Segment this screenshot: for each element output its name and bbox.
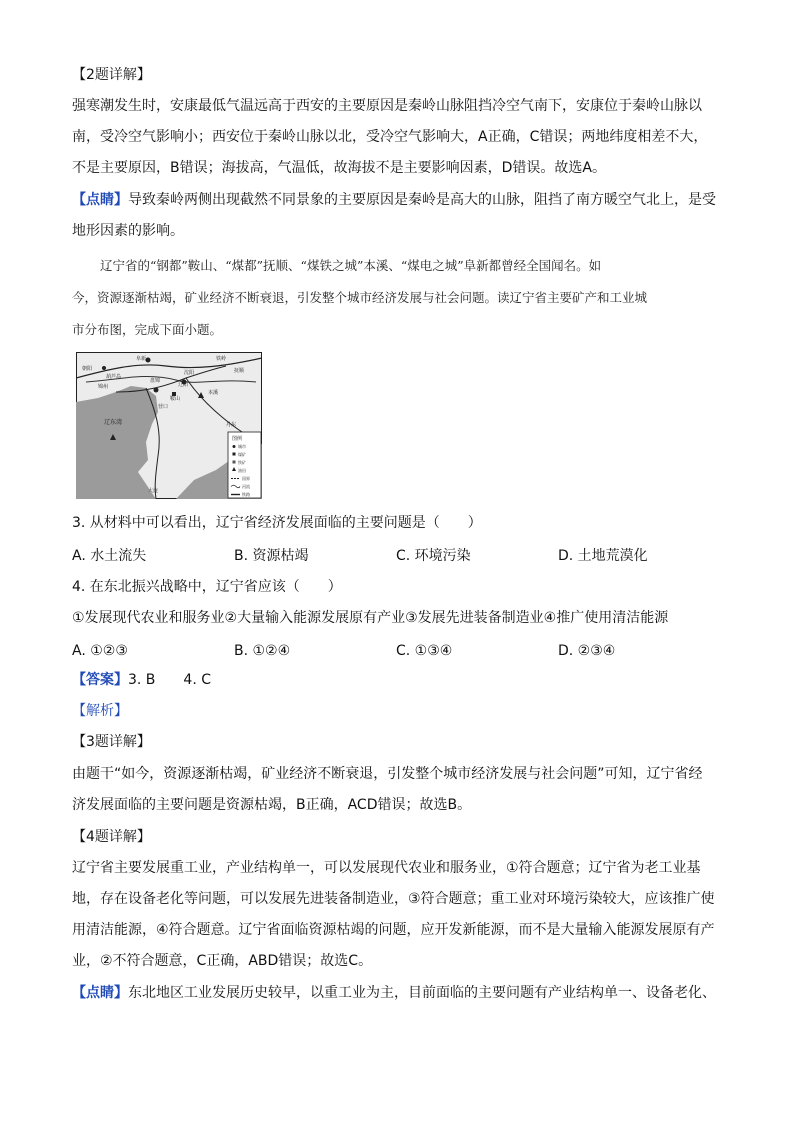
final-tip-label: 【点睛】	[72, 985, 128, 1001]
q2-tip-line-1	[72, 185, 722, 216]
map-city-label: 锦州	[98, 384, 109, 390]
q4-detail-heading: 【4题详解】	[72, 829, 151, 845]
q2-line-1: 强寒潮发生时，安康最低气温远高于西安的主要原因是秦岭山脉阻挡冷空气南下，安康位于秦岭山脉以	[72, 98, 702, 114]
legend-item: 城市	[238, 444, 246, 449]
city-marker	[154, 388, 159, 393]
q4-option-b[interactable]: B. ①②④	[234, 643, 291, 659]
q3-option-d[interactable]: D. 土地荒漠化	[558, 548, 648, 564]
map-city-label: 葫芦岛	[106, 374, 122, 380]
legend-city-symbol	[233, 445, 236, 448]
legend-item: 国界	[242, 476, 250, 481]
material-line-1: 辽宁省的“钢都”鞍山、“煤都”抚顺、“煤铁之城”本溪、“煤电之城”阜新都曾经全国闻名。如	[100, 258, 602, 273]
map-city-label: 沈阳	[184, 370, 195, 376]
legend-item: 铁路	[242, 492, 250, 497]
q3-option-c[interactable]: C. 环境污染	[396, 548, 471, 564]
answer-label: 【答案】	[72, 672, 128, 688]
q3-stem: 3. 从材料中可以看出，辽宁省经济发展面临的主要问题是（ ）	[72, 515, 482, 531]
city-marker	[146, 358, 151, 363]
legend-coal-symbol	[233, 453, 236, 456]
map-city-label: 大连	[148, 488, 159, 494]
answer-text: 3. B 4. C	[128, 672, 211, 688]
map-city-label: 辽阳	[178, 382, 189, 388]
q4-detail-line-4: 业，②不符合题意，C正确，ABD错误；故选C。	[72, 953, 373, 969]
liaoning-map	[76, 352, 262, 499]
map-city-label: 鞍山	[170, 396, 181, 402]
legend-iron-symbol	[233, 461, 236, 464]
q4-detail-line-1: 辽宁省主要发展重工业，产业结构单一，可以发展现代农业和服务业，①符合题意；辽宁省为老工业基	[72, 860, 701, 876]
map-city-label: 营口	[158, 404, 169, 410]
city-marker	[102, 366, 106, 370]
map-city-label: 盘锦	[150, 378, 161, 384]
q2-heading: 【2题详解】	[72, 67, 151, 83]
q3-options	[72, 543, 722, 569]
q2-tip-line-2: 地形因素的影响。	[72, 223, 184, 239]
q2-tip-text-1: 导致秦岭两侧出现截然不同景象的主要原因是秦岭是高大的山脉，阻挡了南方暖空气北上，是受	[128, 192, 716, 208]
q3-detail-line-2: 济发展面临的主要问题是资源枯竭，B正确，ACD错误；故选B。	[72, 797, 472, 813]
map-city-label: 阜新	[136, 356, 147, 362]
q3-option-a[interactable]: A. 水土流失	[72, 548, 147, 564]
tip-label: 【点睛】	[72, 192, 128, 208]
q4-detail-line-2: 地，存在设备老化等问题，可以发展先进装备制造业，③符合题意；重工业对环境污染较大，应该推广使	[72, 891, 715, 907]
map-city-label: 朝阳	[82, 366, 93, 372]
final-tip-text: 东北地区工业发展历史较早，以重工业为主，目前面临的主要问题有产业结构单一、设备老化、	[128, 985, 716, 1001]
q3-detail-line-1: 由题干“如今，资源逐渐枯竭，矿业经济不断衰退，引发整个城市经济发展与社会问题”可知，辽宁省经	[72, 766, 703, 782]
map-city-label: 本溪	[208, 390, 219, 396]
legend-item: 煤矿	[238, 452, 246, 457]
legend-item: 油田	[238, 468, 246, 473]
map-city-label: 铁岭	[216, 356, 227, 362]
map-city-label: 丹东	[226, 422, 237, 428]
material-line-2: 今，资源逐渐枯竭，矿业经济不断衰退，引发整个城市经济发展与社会问题。读辽宁省主要矿产和工业城	[72, 290, 648, 305]
q3-option-b[interactable]: B. 资源枯竭	[234, 548, 309, 564]
legend-title: 图例	[232, 436, 243, 442]
q4-options	[72, 638, 722, 664]
final-tip-line	[72, 978, 722, 1009]
q4-stem: 4. 在东北振兴战略中，辽宁省应该（ ）	[72, 579, 342, 595]
material-line-3: 市分布图，完成下面小题。	[72, 322, 223, 337]
legend-item: 铁矿	[238, 460, 246, 465]
q3-detail-heading: 【3题详解】	[72, 734, 151, 750]
q4-detail-line-3: 用清洁能源，④符合题意。辽宁省面临资源枯竭的问题，应开发新能源，而不是大量输入能源发展原有产	[72, 922, 715, 938]
map-city-label: 抚顺	[234, 368, 245, 374]
map-sea-label: 辽东湾	[104, 419, 123, 426]
q2-line-2: 南，受冷空气影响小；西安位于秦岭山脉以北，受冷空气影响大，A正确，C错误；两地纬度相差不大，	[72, 129, 708, 145]
q4-statements: ①发展现代农业和服务业②大量输入能源发展原有产业③发展先进装备制造业④推广使用清洁能源	[72, 610, 669, 626]
q4-option-d[interactable]: D. ②③④	[558, 643, 616, 659]
q4-option-c[interactable]: C. ①③④	[396, 643, 453, 659]
q2-line-3: 不是主要原因，B错误；海拔高，气温低，故海拔不是主要影响因素，D错误。故选A。	[72, 160, 606, 176]
q4-option-a[interactable]: A. ①②③	[72, 643, 128, 659]
legend-item: 河流	[242, 484, 250, 489]
answer-line	[72, 665, 722, 696]
analysis-label: 【解析】	[72, 703, 128, 719]
